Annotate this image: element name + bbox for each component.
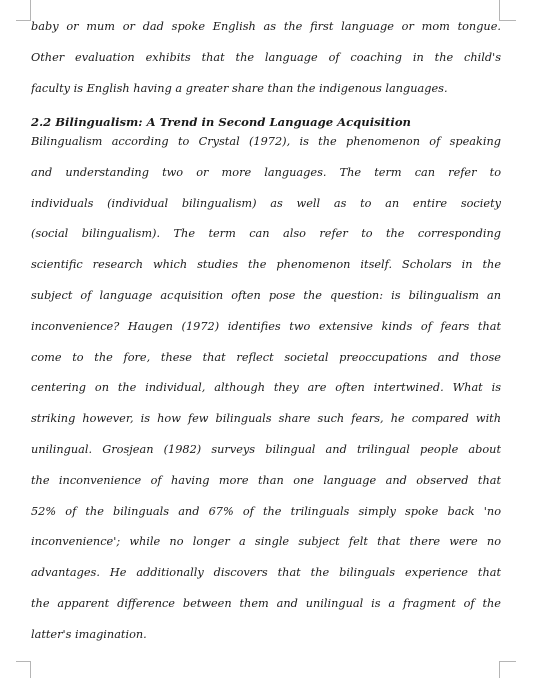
text-line: 52% of the bilinguals and 67% of the trilinguals simply spoke back 'no bbox=[31, 504, 501, 518]
text-line: the apparent difference between them and unilingual is a fragment of the bbox=[31, 596, 501, 610]
text-line: subject of language acquisition often pose the question: is bilingualism an bbox=[31, 288, 501, 302]
text-line: striking however, is how few bilinguals share such fears, he compared with bbox=[31, 412, 501, 426]
paragraph-bilingualism bbox=[31, 134, 501, 658]
text-line: scientific research which studies the phenomenon itself. Scholars in the bbox=[31, 258, 501, 272]
text-line: Other evaluation exhibits that the language of coaching in the child's bbox=[31, 50, 501, 64]
text-line: come to the fore, these that reflect societal preoccupations and those bbox=[31, 350, 501, 364]
text-line: (social bilingualism). The term can also refer to the corresponding bbox=[31, 227, 501, 241]
text-line: latter's imagination. bbox=[31, 627, 147, 641]
text-line: centering on the individual, although they are often intertwined. What is bbox=[31, 381, 501, 395]
crop-mark-top-right bbox=[499, 0, 516, 21]
crop-mark-top-left bbox=[16, 0, 31, 21]
text-line: and understanding two or more languages. The term can refer to bbox=[31, 165, 501, 179]
crop-mark-bottom-left bbox=[16, 661, 31, 678]
section-heading: 2.2 Bilingualism: A Trend in Second Language Acquisition bbox=[31, 115, 411, 129]
text-line: individuals (individual bilingualism) as well as to an entire society bbox=[31, 196, 501, 210]
crop-mark-bottom-right bbox=[499, 661, 516, 678]
text-line: the inconvenience of having more than one language and observed that bbox=[31, 473, 501, 487]
text-line: advantages. He additionally discovers that the bilinguals experience that bbox=[31, 566, 501, 580]
text-line: inconvenience? Haugen (1972) identifies two extensive kinds of fears that bbox=[31, 319, 501, 333]
text-line: faculty is English having a greater share than the indigenous languages. bbox=[31, 81, 448, 95]
text-line: inconvenience'; while no longer a single subject felt that there were no bbox=[31, 535, 501, 549]
paragraph-intro bbox=[31, 19, 501, 111]
text-line: Bilingualism according to Crystal (1972), is the phenomenon of speaking bbox=[31, 135, 501, 148]
text-line: baby or mum or dad spoke English as the first language or mom tongue. bbox=[31, 20, 501, 33]
text-line: unilingual. Grosjean (1982) surveys bilingual and trilingual people about bbox=[31, 442, 501, 456]
